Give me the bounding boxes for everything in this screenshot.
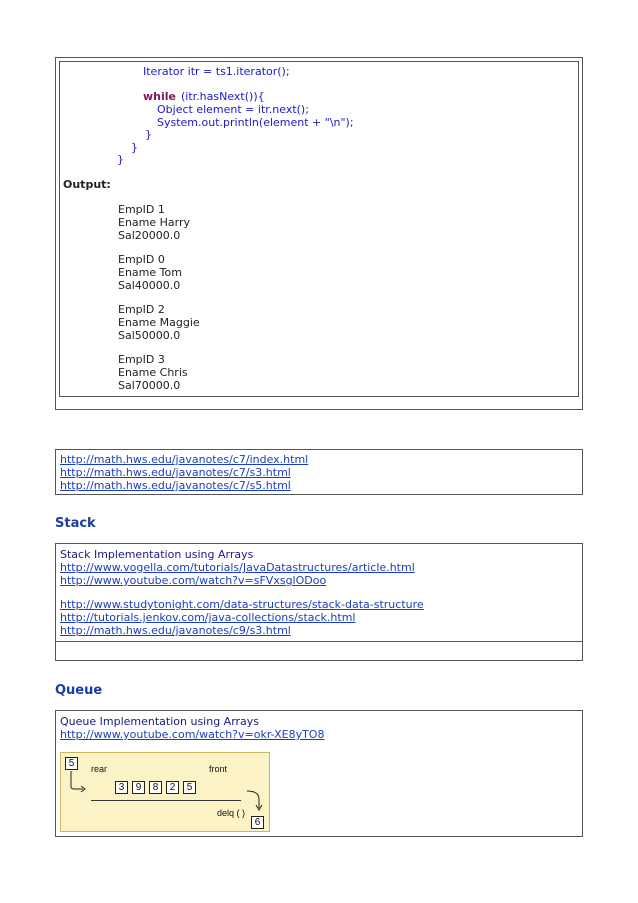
link-youtube-stack[interactable]: http://www.youtube.com/watch?v=sFVxsglODoo [60,574,327,587]
queue-cell: 5 [183,781,196,794]
queue-diagram [60,752,270,832]
code-line-iterator: Iterator itr = ts1.iterator(); [143,65,290,78]
queue-baseline [91,800,241,801]
output-emp2-sal: Sal50000.0 [118,329,181,342]
queue-rear-label: rear [91,764,108,774]
link-javanotes-c7-s5[interactable]: http://math.hws.edu/javanotes/c7/s5.html [60,479,291,492]
output-emp1-sal: Sal20000.0 [118,229,181,242]
code-line-println: System.out.println(element + "\n"); [157,116,354,129]
queue-rear-value: 5 [65,757,78,770]
code-brace-1: } [145,128,152,141]
stack-subtitle: Stack Implementation using Arrays [60,548,254,561]
code-brace-2: } [131,141,138,154]
queue-front-label: front [209,764,228,774]
output-emp3-id: EmpID 3 [118,353,165,366]
link-jenkov-stack[interactable]: http://tutorials.jenkov.com/java-collections/stack.html [60,611,356,624]
queue-out-value: 6 [251,816,264,829]
output-label: Output: [63,178,111,191]
code-keyword-while: while [143,90,176,103]
link-vogella-datastructures[interactable]: http://www.vogella.com/tutorials/JavaDatastructures/article.html [60,561,415,574]
code-line-next: Object element = itr.next(); [157,103,309,116]
output-emp0-id: EmpID 0 [118,253,165,266]
output-emp2-name: Ename Maggie [118,316,200,329]
queue-cell: 9 [132,781,145,794]
link-javanotes-c7-s3[interactable]: http://math.hws.edu/javanotes/c7/s3.html [60,466,291,479]
code-brace-3: } [117,153,124,166]
stack-heading: Stack [55,516,96,531]
output-emp3-sal: Sal70000.0 [118,379,181,392]
output-emp1-name: Ename Harry [118,216,191,229]
stack-box-divider [56,641,582,642]
output-emp3-name: Ename Chris [118,366,188,379]
output-emp2-id: EmpID 2 [118,303,165,316]
link-javanotes-c7-index[interactable]: http://math.hws.edu/javanotes/c7/index.html [60,453,309,466]
output-emp0-sal: Sal40000.0 [118,279,181,292]
code-line-while-condition: (itr.hasNext()){ [181,90,265,103]
queue-cell: 2 [166,781,179,794]
link-studytonight-stack[interactable]: http://www.studytonight.com/data-structures/stack-data-structure [60,598,424,611]
link-youtube-queue[interactable]: http://www.youtube.com/watch?v=okr-XE8yTO8 [60,728,325,741]
link-javanotes-c9-s3[interactable]: http://math.hws.edu/javanotes/c9/s3.html [60,624,291,637]
output-emp1-id: EmpID 1 [118,203,165,216]
output-emp0-name: Ename Tom [118,266,182,279]
queue-subtitle: Queue Implementation using Arrays [60,715,260,728]
queue-delq-label: delq ( ) [217,808,246,818]
queue-heading: Queue [55,683,103,698]
queue-cell: 8 [149,781,162,794]
queue-cell: 3 [115,781,128,794]
